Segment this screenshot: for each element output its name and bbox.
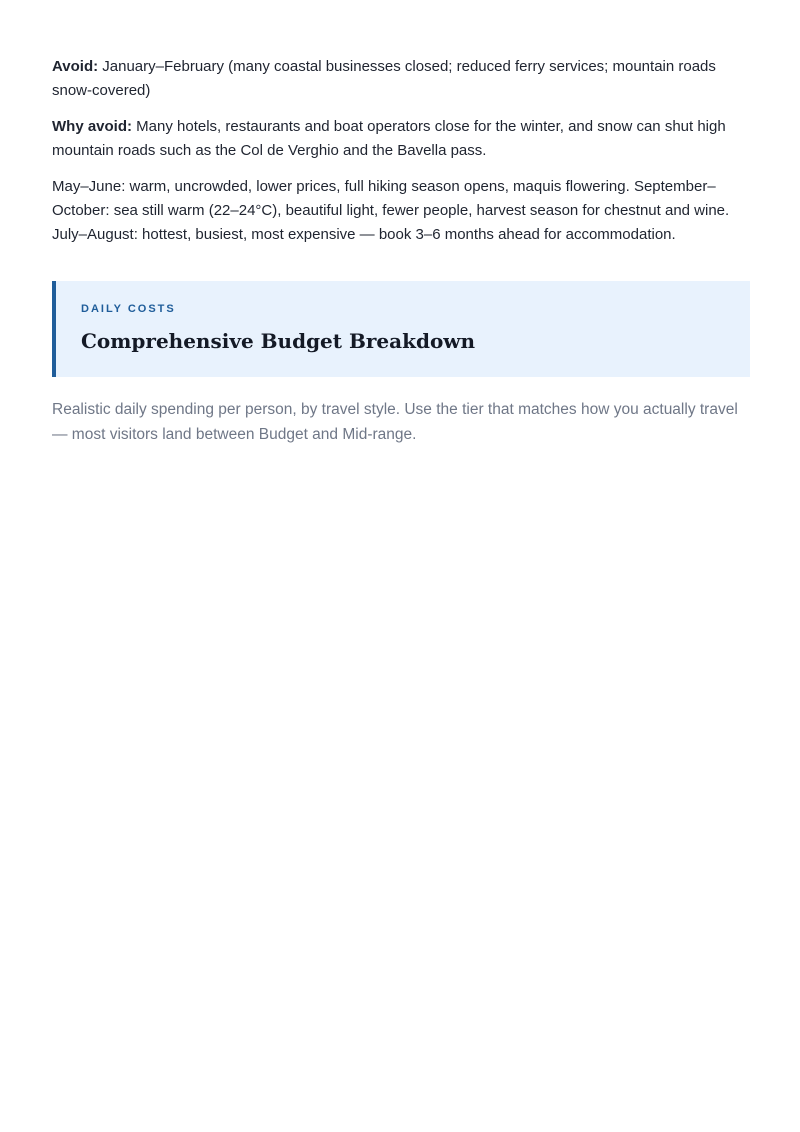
section-eyebrow: DAILY COSTS [81, 303, 176, 315]
avoid-paragraph [52, 55, 750, 103]
why-avoid-label: Why avoid: [52, 118, 133, 135]
why-avoid-paragraph [52, 115, 750, 163]
section-intro: Realistic daily spending per person, by travel style. Use the tier that matches how you actually travel — most visitors land between Budget and Mid-range. [52, 401, 738, 443]
document-page [52, 55, 750, 463]
avoid-label: Avoid: [52, 58, 99, 75]
best-time-paragraph: May–June: warm, uncrowded, lower prices, full hiking season opens, maquis flowering. September–October: sea still warm (22–24°C), beautiful light, fewer people, harvest season for chestnut and wine. July–August: hottest, busiest, most expensive — book 3–6 months ahead for accommodation. [52, 178, 730, 243]
section-header-callout [52, 281, 750, 377]
why-avoid-text: Many hotels, restaurants and boat operators close for the winter, and snow can shut high mountain roads such as the Col de Verghio and the Bavella pass. [52, 118, 726, 159]
section-title: Comprehensive Budget Breakdown [81, 329, 476, 353]
avoid-text: January–February (many coastal businesses closed; reduced ferry services; mountain roads snow-covered) [52, 58, 716, 99]
